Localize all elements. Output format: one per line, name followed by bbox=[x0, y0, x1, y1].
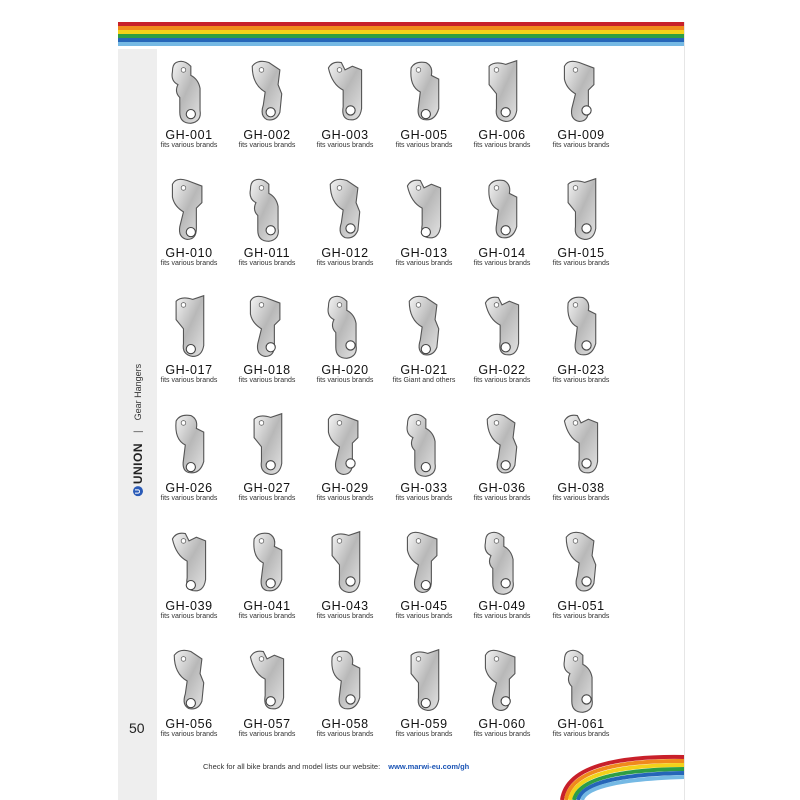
gear-hanger-image bbox=[161, 175, 217, 245]
gear-hanger-image bbox=[239, 175, 295, 245]
product-code: GH-012 bbox=[321, 246, 369, 260]
product-code: GH-036 bbox=[478, 481, 526, 495]
gear-hanger-image bbox=[161, 646, 217, 716]
product-code: GH-017 bbox=[165, 363, 213, 377]
gear-hanger-image bbox=[553, 646, 609, 716]
product-item[interactable] bbox=[384, 292, 464, 385]
gear-hanger-image bbox=[553, 175, 609, 245]
product-code: GH-003 bbox=[321, 128, 369, 142]
product-item[interactable] bbox=[462, 292, 542, 385]
gear-hanger-image bbox=[161, 528, 217, 598]
product-item[interactable] bbox=[149, 410, 229, 503]
product-fitment: fits various brands bbox=[160, 142, 218, 149]
product-fitment: fits various brands bbox=[160, 260, 218, 267]
product-item[interactable] bbox=[227, 646, 307, 739]
product-item[interactable] bbox=[305, 410, 385, 503]
bottom-rainbow-stripes bbox=[560, 745, 684, 800]
product-code: GH-061 bbox=[557, 717, 605, 731]
product-code: GH-038 bbox=[557, 481, 605, 495]
product-fitment: fits various brands bbox=[473, 731, 531, 738]
gear-hanger-image bbox=[239, 292, 295, 362]
product-fitment: fits various brands bbox=[316, 142, 374, 149]
product-item[interactable] bbox=[384, 57, 464, 150]
union-logo bbox=[131, 443, 145, 496]
brand-separator: | bbox=[132, 430, 144, 433]
gear-hanger-image bbox=[553, 57, 609, 127]
gear-hanger-image bbox=[474, 646, 530, 716]
page-edge bbox=[684, 22, 685, 800]
gear-hanger-image bbox=[396, 175, 452, 245]
product-code: GH-013 bbox=[400, 246, 448, 260]
product-item[interactable] bbox=[227, 57, 307, 150]
product-fitment: fits various brands bbox=[552, 613, 610, 620]
gear-hanger-image bbox=[474, 292, 530, 362]
product-fitment: fits various brands bbox=[316, 613, 374, 620]
product-code: GH-011 bbox=[243, 246, 291, 260]
gear-hanger-image bbox=[317, 646, 373, 716]
product-fitment: fits various brands bbox=[316, 731, 374, 738]
product-code: GH-041 bbox=[243, 599, 291, 613]
product-fitment: fits various brands bbox=[473, 377, 531, 384]
product-fitment: fits various brands bbox=[395, 495, 453, 502]
product-item[interactable] bbox=[541, 57, 621, 150]
product-fitment: fits various brands bbox=[316, 495, 374, 502]
gear-hanger-image bbox=[474, 175, 530, 245]
product-item[interactable] bbox=[305, 175, 385, 268]
product-item[interactable] bbox=[384, 410, 464, 503]
product-item[interactable] bbox=[149, 646, 229, 739]
product-item[interactable] bbox=[384, 528, 464, 621]
product-fitment: fits various brands bbox=[473, 495, 531, 502]
footer bbox=[203, 762, 469, 771]
product-item[interactable] bbox=[384, 646, 464, 739]
product-fitment: fits various brands bbox=[473, 142, 531, 149]
product-fitment: fits various brands bbox=[473, 260, 531, 267]
gear-hanger-image bbox=[317, 410, 373, 480]
product-fitment: fits various brands bbox=[552, 142, 610, 149]
product-code: GH-027 bbox=[243, 481, 291, 495]
product-code: GH-001 bbox=[165, 128, 213, 142]
gear-hanger-image bbox=[239, 410, 295, 480]
top-rainbow-stripes bbox=[118, 22, 684, 50]
gear-hanger-image bbox=[317, 292, 373, 362]
product-code: GH-005 bbox=[400, 128, 448, 142]
product-item[interactable] bbox=[149, 528, 229, 621]
product-item[interactable] bbox=[305, 292, 385, 385]
gear-hanger-image bbox=[317, 175, 373, 245]
gear-hanger-image bbox=[396, 292, 452, 362]
product-item[interactable] bbox=[227, 410, 307, 503]
product-code: GH-020 bbox=[321, 363, 369, 377]
product-fitment: fits various brands bbox=[238, 613, 296, 620]
gear-hanger-image bbox=[396, 528, 452, 598]
product-code: GH-014 bbox=[478, 246, 526, 260]
product-fitment: fits various brands bbox=[238, 377, 296, 384]
product-code: GH-022 bbox=[478, 363, 526, 377]
product-fitment: fits various brands bbox=[160, 495, 218, 502]
product-code: GH-021 bbox=[400, 363, 448, 377]
product-fitment: fits various brands bbox=[395, 613, 453, 620]
product-code: GH-033 bbox=[400, 481, 448, 495]
product-fitment: fits Giant and others bbox=[392, 377, 456, 384]
product-item[interactable] bbox=[305, 646, 385, 739]
product-code: GH-006 bbox=[478, 128, 526, 142]
product-fitment: fits various brands bbox=[160, 731, 218, 738]
gear-hanger-image bbox=[239, 528, 295, 598]
brand-mark-icon: U bbox=[133, 486, 143, 496]
product-fitment: fits various brands bbox=[238, 731, 296, 738]
product-item[interactable] bbox=[149, 292, 229, 385]
page-number: 50 bbox=[129, 720, 145, 736]
product-item[interactable] bbox=[541, 646, 621, 739]
product-item[interactable] bbox=[462, 57, 542, 150]
product-item[interactable] bbox=[227, 528, 307, 621]
gear-hanger-image bbox=[553, 528, 609, 598]
product-code: GH-009 bbox=[557, 128, 605, 142]
product-item[interactable] bbox=[541, 175, 621, 268]
gear-hanger-image bbox=[396, 646, 452, 716]
sidebar-brand bbox=[131, 364, 145, 496]
product-code: GH-018 bbox=[243, 363, 291, 377]
gear-hanger-image bbox=[396, 57, 452, 127]
product-item[interactable] bbox=[384, 175, 464, 268]
product-fitment: fits various brands bbox=[238, 495, 296, 502]
product-code: GH-023 bbox=[557, 363, 605, 377]
product-item[interactable] bbox=[462, 646, 542, 739]
gear-hanger-image bbox=[474, 528, 530, 598]
product-code: GH-051 bbox=[557, 599, 605, 613]
product-code: GH-058 bbox=[321, 717, 369, 731]
product-code: GH-057 bbox=[243, 717, 291, 731]
gear-hanger-image bbox=[396, 410, 452, 480]
brand-name: UNION bbox=[131, 442, 145, 485]
product-item[interactable] bbox=[227, 292, 307, 385]
product-fitment: fits various brands bbox=[473, 613, 531, 620]
footer-link[interactable]: www.marwi-eu.com/gh bbox=[388, 762, 470, 771]
gear-hanger-image bbox=[239, 646, 295, 716]
left-margin bbox=[0, 0, 118, 800]
product-item[interactable] bbox=[149, 57, 229, 150]
product-code: GH-059 bbox=[400, 717, 448, 731]
product-code: GH-026 bbox=[165, 481, 213, 495]
section-title: Gear Hangers bbox=[133, 363, 143, 421]
product-item[interactable] bbox=[462, 410, 542, 503]
product-item[interactable] bbox=[227, 175, 307, 268]
product-code: GH-043 bbox=[321, 599, 369, 613]
product-code: GH-015 bbox=[557, 246, 605, 260]
product-item[interactable] bbox=[305, 528, 385, 621]
product-fitment: fits various brands bbox=[552, 260, 610, 267]
product-code: GH-039 bbox=[165, 599, 213, 613]
product-item[interactable] bbox=[462, 528, 542, 621]
product-item[interactable] bbox=[541, 292, 621, 385]
product-code: GH-045 bbox=[400, 599, 448, 613]
gear-hanger-image bbox=[161, 292, 217, 362]
product-code: GH-002 bbox=[243, 128, 291, 142]
product-item[interactable] bbox=[305, 57, 385, 150]
product-fitment: fits various brands bbox=[316, 377, 374, 384]
product-fitment: fits various brands bbox=[160, 613, 218, 620]
product-code: GH-049 bbox=[478, 599, 526, 613]
product-fitment: fits various brands bbox=[238, 260, 296, 267]
product-item[interactable] bbox=[541, 528, 621, 621]
product-item[interactable] bbox=[541, 410, 621, 503]
product-fitment: fits various brands bbox=[395, 731, 453, 738]
gear-hanger-image bbox=[239, 57, 295, 127]
gear-hanger-image bbox=[474, 57, 530, 127]
footer-text: Check for all bike brands and model lists our website: bbox=[203, 762, 381, 771]
product-fitment: fits various brands bbox=[395, 260, 453, 267]
gear-hanger-image bbox=[317, 57, 373, 127]
gear-hanger-image bbox=[553, 292, 609, 362]
product-fitment: fits various brands bbox=[395, 142, 453, 149]
product-fitment: fits various brands bbox=[552, 377, 610, 384]
product-fitment: fits various brands bbox=[552, 495, 610, 502]
product-fitment: fits various brands bbox=[552, 731, 610, 738]
product-fitment: fits various brands bbox=[238, 142, 296, 149]
product-item[interactable] bbox=[149, 175, 229, 268]
gear-hanger-image bbox=[317, 528, 373, 598]
product-fitment: fits various brands bbox=[316, 260, 374, 267]
product-fitment: fits various brands bbox=[160, 377, 218, 384]
product-code: GH-056 bbox=[165, 717, 213, 731]
gear-hanger-image bbox=[161, 410, 217, 480]
product-code: GH-060 bbox=[478, 717, 526, 731]
product-item[interactable] bbox=[462, 175, 542, 268]
gear-hanger-image bbox=[474, 410, 530, 480]
product-code: GH-010 bbox=[165, 246, 213, 260]
gear-hanger-image bbox=[553, 410, 609, 480]
gear-hanger-image bbox=[161, 57, 217, 127]
product-code: GH-029 bbox=[321, 481, 369, 495]
